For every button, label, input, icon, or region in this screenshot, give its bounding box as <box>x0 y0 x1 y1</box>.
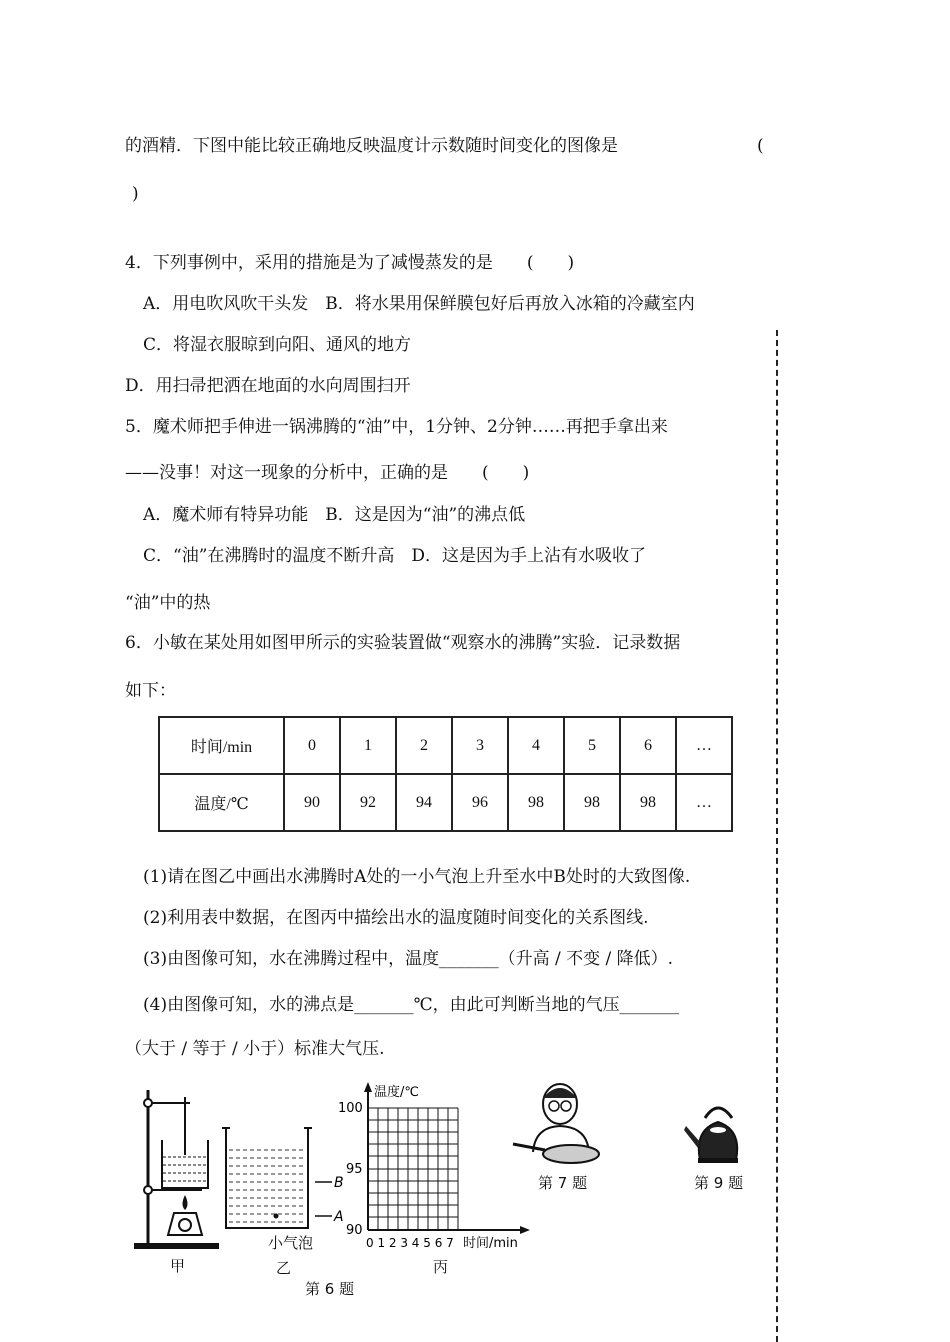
table-cell: … <box>676 717 732 774</box>
apparatus-figure <box>130 1085 225 1255</box>
label-a: A <box>334 1209 344 1225</box>
subquestion-4: (4)由图像可知，水的沸点是_______℃，由此可判断当地的气压_______ <box>143 995 680 1015</box>
question-5-options-ab: A．魔术师有特异功能 B．这是因为“油”的沸点低 <box>143 505 526 525</box>
question-5: 5．魔术师把手伸进一锅沸腾的“油”中，1分钟、2分钟……再把手拿出来 <box>125 417 668 437</box>
table-cell: 94 <box>396 774 452 831</box>
answer-paren-close: ) <box>132 184 139 204</box>
dashed-margin-line <box>776 330 778 1342</box>
beaker-figure <box>220 1120 350 1235</box>
question-4-options-ab: A．用电吹风吹干头发 B．将水果用保鲜膜包好后再放入冰箱的冷藏室内 <box>143 294 695 314</box>
question-5-cont: ——没事！对这一现象的分析中，正确的是 ( ) <box>125 463 530 483</box>
subquestion-2: (2)利用表中数据，在图丙中描绘出水的温度随时间变化的关系图线. <box>143 908 649 928</box>
question-6: 6．小敏在某处用如图甲所示的实验装置做“观察水的沸腾”实验．记录数据 <box>125 633 681 653</box>
data-table <box>158 716 733 832</box>
figure-7-caption: 第 7 题 <box>538 1174 588 1192</box>
question-5-options-cd: C．“油”在沸腾时的温度不断升高 D．这是因为手上沾有水吸收了 <box>143 546 647 566</box>
table-cell: 98 <box>564 774 620 831</box>
table-header-cell: 时间/min <box>159 717 284 774</box>
table-cell: … <box>676 774 732 831</box>
figure-label-yi: 乙 <box>276 1259 292 1277</box>
graph-x-ticks: 0 1 2 3 4 5 6 7 <box>366 1236 454 1250</box>
question-4: 4．下列事例中，采用的措施是为了减慢蒸发的是 ( ) <box>125 253 575 273</box>
kettle-figure <box>680 1090 755 1170</box>
question-4-option-d: D．用扫帚把洒在地面的水向周围扫开 <box>125 376 411 396</box>
table-cell: 5 <box>564 717 620 774</box>
graph-x-label: 时间/min <box>463 1236 518 1251</box>
question-6-cont: 如下： <box>125 681 176 701</box>
table-row <box>159 717 732 774</box>
graph-y-label: 温度/℃ <box>374 1085 419 1100</box>
question-5-option-d-cont: “油”中的热 <box>125 593 211 613</box>
table-cell: 98 <box>508 774 564 831</box>
table-cell: 4 <box>508 717 564 774</box>
person-figure <box>505 1082 610 1167</box>
question-4-option-c: C．将湿衣服晾到向阳、通风的地方 <box>143 335 412 355</box>
figure-label-bing: 丙 <box>433 1258 449 1276</box>
table-cell: 6 <box>620 717 676 774</box>
figure-6-caption: 第 6 题 <box>305 1280 355 1298</box>
subquestion-3: (3)由图像可知，水在沸腾过程中，温度_______（升高 / 不变 / 降低）. <box>143 949 674 969</box>
table-cell: 1 <box>340 717 396 774</box>
bubble-label: 小气泡 <box>268 1234 314 1252</box>
figure-9-caption: 第 9 题 <box>694 1174 744 1192</box>
answer-paren-open: ( <box>757 136 764 156</box>
table-cell: 0 <box>284 717 340 774</box>
label-b: B <box>334 1175 344 1191</box>
table-cell: 96 <box>452 774 508 831</box>
graph-y-tick: 100 <box>338 1101 363 1116</box>
graph-y-tick: 95 <box>346 1162 363 1177</box>
table-cell: 92 <box>340 774 396 831</box>
table-header-cell: 温度/℃ <box>159 774 284 831</box>
table-row <box>159 774 732 831</box>
temperature-graph <box>338 1080 533 1255</box>
text-line: 的酒精．下图中能比较正确地反映温度计示数随时间变化的图像是 <box>125 136 618 156</box>
subquestion-1: (1)请在图乙中画出水沸腾时A处的一小气泡上升至水中B处时的大致图像. <box>143 867 691 887</box>
graph-y-tick: 90 <box>346 1223 363 1238</box>
table-cell: 2 <box>396 717 452 774</box>
figure-label-jia: 甲 <box>170 1257 186 1275</box>
table-cell: 98 <box>620 774 676 831</box>
table-cell: 3 <box>452 717 508 774</box>
subquestion-4-cont: （大于 / 等于 / 小于）标准大气压. <box>125 1039 385 1059</box>
table-cell: 90 <box>284 774 340 831</box>
